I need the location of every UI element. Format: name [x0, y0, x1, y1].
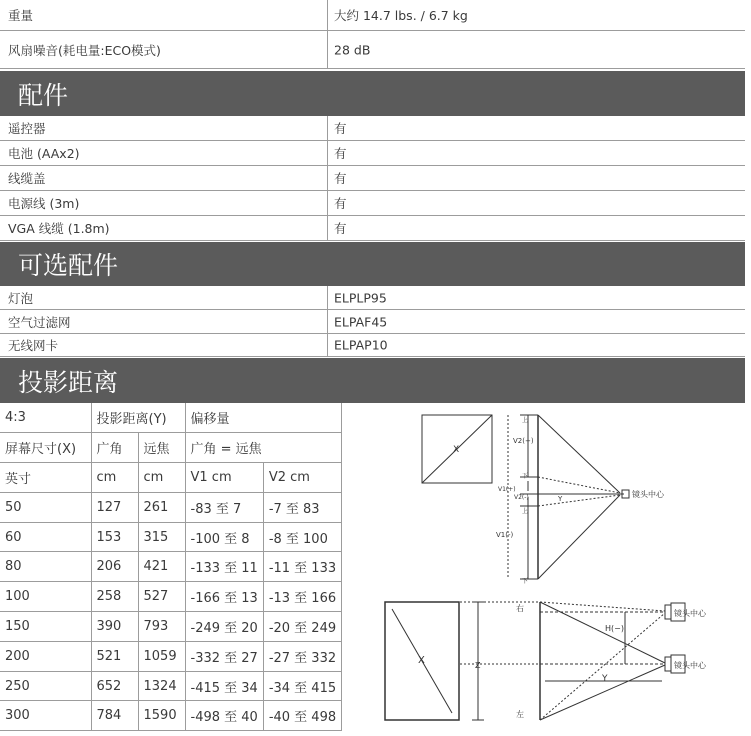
table-row [0, 701, 342, 731]
cell: 1059 [138, 641, 185, 671]
spec-row-weight [0, 0, 745, 31]
cell: -27 至 332 [263, 641, 341, 671]
cell: 1590 [138, 701, 185, 731]
optional-row [0, 286, 745, 310]
cell: -8 至 100 [263, 522, 341, 552]
cell: -498 至 40 [185, 701, 263, 731]
spec-value: 28 dB [334, 42, 371, 57]
accessory-row [0, 166, 745, 191]
screen-x-label: X [453, 445, 460, 455]
table-row [0, 641, 342, 671]
left-label: 左 [516, 710, 524, 719]
header-wide: 广角 [91, 433, 138, 463]
divider [327, 141, 328, 165]
accessory-value: 有 [334, 196, 347, 211]
accessory-label: 电源线 (3m) [8, 196, 80, 211]
down-label: 下 [522, 473, 529, 480]
table-row [0, 552, 342, 582]
screen-x-label: X [418, 655, 425, 666]
cell: -20 至 249 [263, 612, 341, 642]
cell: -133 至 11 [185, 552, 263, 582]
header-offset: 偏移量 [185, 403, 342, 433]
cell: 521 [91, 641, 138, 671]
cell: 250 [0, 671, 91, 701]
cell: 80 [0, 552, 91, 582]
header-tele: 远焦 [138, 433, 185, 463]
cell: 150 [0, 612, 91, 642]
optional-label: 无线网卡 [8, 338, 59, 353]
optional-value: ELPAF45 [334, 314, 388, 329]
table-row [0, 522, 342, 552]
lens-box [665, 657, 671, 671]
optional-row [0, 310, 745, 334]
section-title: 配件 [18, 80, 69, 110]
distance-y-label: Y [558, 495, 563, 503]
optional-label: 灯泡 [8, 290, 34, 306]
section-header-accessories [0, 71, 745, 116]
cell: 527 [138, 582, 185, 612]
divider [327, 31, 328, 68]
section-header-projection [0, 358, 745, 403]
cell: 200 [0, 641, 91, 671]
cell: 100 [0, 582, 91, 612]
header-size: 屏幕尺寸(X) [0, 433, 91, 463]
section-header-optional [0, 242, 745, 286]
cell: -40 至 498 [263, 701, 341, 731]
divider [327, 310, 328, 333]
cell: -83 至 7 [185, 492, 263, 522]
optional-value: ELPLP95 [334, 290, 387, 305]
header-ratio: 4:3 [0, 403, 91, 433]
optional-label: 空气过滤网 [8, 314, 71, 330]
header-v1: V1 cm [185, 463, 263, 493]
header-cm: cm [91, 463, 138, 493]
cell: 50 [0, 492, 91, 522]
cell: -332 至 27 [185, 641, 263, 671]
cell: 652 [91, 671, 138, 701]
accessory-row [0, 141, 745, 166]
cell: -100 至 8 [185, 522, 263, 552]
distance-y-label: Y [602, 674, 608, 684]
horizontal-offset-diagram [380, 595, 720, 730]
accessory-label: 线缆盖 [8, 171, 46, 186]
accessory-row [0, 191, 745, 216]
spec-value: 大约 14.7 lbs. / 6.7 kg [334, 8, 468, 23]
spec-row-noise [0, 31, 745, 69]
divider [327, 0, 328, 30]
cell: -249 至 20 [185, 612, 263, 642]
lens-center-label: 镜头中心 [674, 609, 706, 618]
cell: 793 [138, 612, 185, 642]
accessory-row [0, 116, 745, 141]
accessory-label: 遥控器 [8, 121, 46, 136]
accessory-value: 有 [334, 121, 347, 136]
cell: 206 [91, 552, 138, 582]
section-title: 可选配件 [18, 251, 119, 280]
header-distance: 投影距离(Y) [91, 403, 185, 433]
divider [327, 216, 328, 240]
cell: -415 至 34 [185, 671, 263, 701]
down-label: 下 [522, 578, 529, 585]
spec-label: 风扇噪音(耗电量:ECO模式) [8, 42, 161, 58]
cell: 315 [138, 522, 185, 552]
cell: -11 至 133 [263, 552, 341, 582]
distance-z-label: Z [475, 661, 481, 670]
cell: 127 [91, 492, 138, 522]
cell: 1324 [138, 671, 185, 701]
table-row [0, 492, 342, 522]
accessory-label: VGA 线缆 (1.8m) [8, 221, 110, 236]
up-label: 上 [522, 417, 529, 424]
table-row [0, 612, 342, 642]
accessory-row [0, 216, 745, 241]
cell: 258 [91, 582, 138, 612]
table-header-row [0, 433, 342, 463]
h-offset-label: H(−) [605, 624, 624, 633]
projection-table [0, 403, 342, 731]
cell: 421 [138, 552, 185, 582]
cell: -13 至 166 [263, 582, 341, 612]
right-label: 右 [516, 604, 524, 613]
divider [327, 191, 328, 215]
header-wide-eq: 广角 = 远焦 [185, 433, 342, 463]
cell: 390 [91, 612, 138, 642]
accessory-value: 有 [334, 171, 347, 186]
spec-label: 重量 [8, 8, 34, 23]
section-title: 投影距离 [18, 367, 119, 397]
v2-minus-label: V2(-) [514, 494, 529, 501]
up-label: 上 [522, 508, 529, 515]
accessory-value: 有 [334, 146, 347, 161]
divider [327, 286, 328, 309]
cell: 300 [0, 701, 91, 731]
optional-value: ELPAP10 [334, 337, 388, 353]
lens-center-label: 镜头中心 [674, 661, 706, 670]
v2-plus-label: V2(+) [513, 437, 534, 445]
optional-row [0, 334, 745, 357]
accessory-label: 电池 (AAx2) [8, 146, 80, 161]
table-header-row [0, 463, 342, 493]
table-row [0, 582, 342, 612]
divider [327, 116, 328, 140]
cell: -34 至 415 [263, 671, 341, 701]
header-inch: 英寸 [0, 463, 91, 493]
cell: 261 [138, 492, 185, 522]
table-row [0, 671, 342, 701]
cell: 153 [91, 522, 138, 552]
divider [327, 334, 328, 356]
cell: -7 至 83 [263, 492, 341, 522]
header-v2: V2 cm [263, 463, 341, 493]
lens-box [665, 605, 671, 619]
cell: 60 [0, 522, 91, 552]
v1-minus-label: V1(-) [496, 531, 514, 539]
cell: 784 [91, 701, 138, 731]
divider [327, 166, 328, 190]
table-header-row [0, 403, 342, 433]
lens-center-label: 镜头中心 [632, 490, 664, 499]
cell: -166 至 13 [185, 582, 263, 612]
v1-plus-label: V1(+) [498, 486, 516, 493]
offset-diagram [410, 405, 680, 585]
header-cm: cm [138, 463, 185, 493]
accessory-value: 有 [334, 221, 347, 236]
